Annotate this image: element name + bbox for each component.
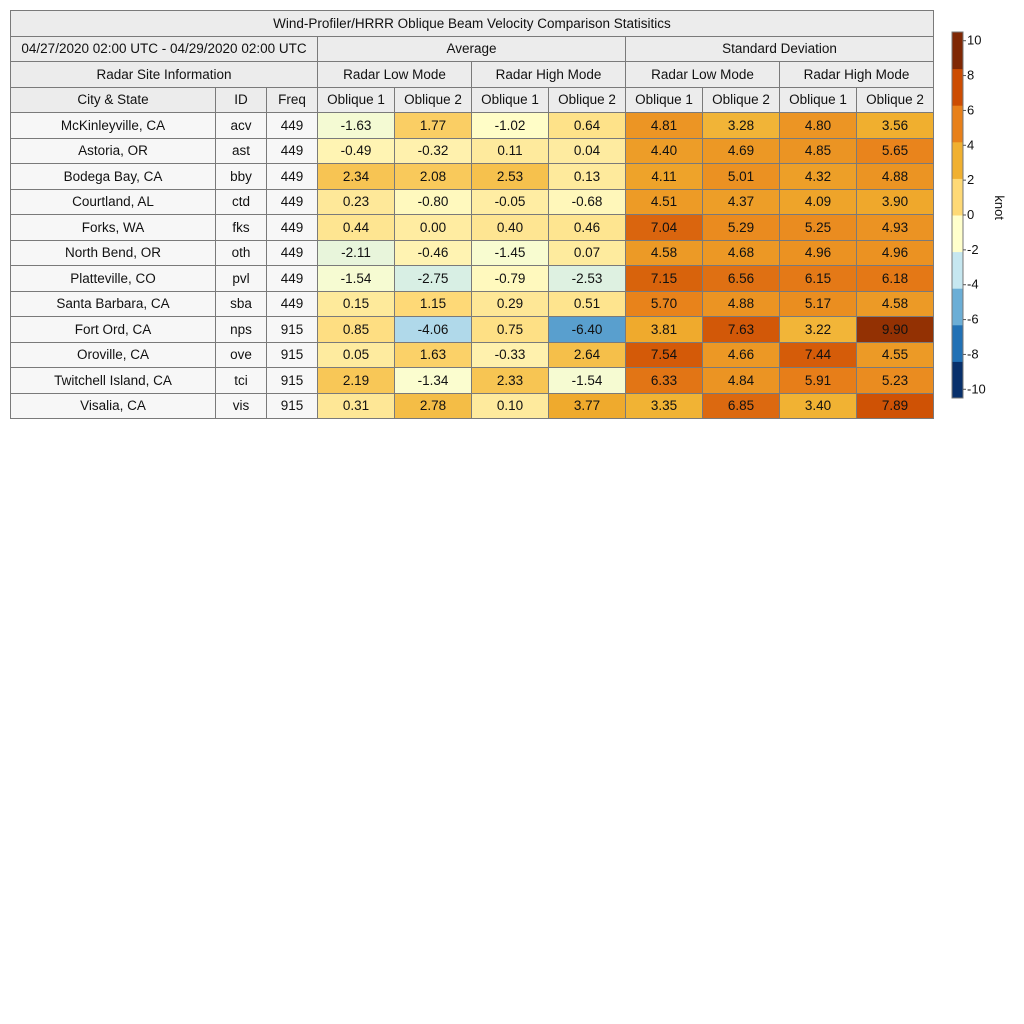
cell-average-value: -0.68	[549, 189, 626, 215]
table-row	[11, 317, 934, 343]
cell-std-dev-value: 4.96	[780, 240, 857, 266]
table-row	[11, 266, 934, 292]
cell-std-dev-value: 4.32	[780, 164, 857, 190]
cell-std-dev-value: 4.80	[780, 113, 857, 139]
cell-std-dev-value: 4.51	[626, 189, 703, 215]
cell-std-dev-value: 3.22	[780, 317, 857, 343]
cell-std-dev-value: 4.66	[703, 342, 780, 368]
cell-freq: 449	[267, 291, 318, 317]
cell-city: Twitchell Island, CA	[11, 368, 216, 394]
column-header-std-high-oblique-2: Oblique 2	[857, 87, 934, 113]
colorbar-bands	[952, 32, 963, 399]
colorbar-band	[952, 32, 963, 69]
table-row	[11, 189, 934, 215]
cell-average-value: 0.40	[472, 215, 549, 241]
cell-std-dev-value: 3.81	[626, 317, 703, 343]
cell-id: ast	[216, 138, 267, 164]
cell-std-dev-value: 4.85	[780, 138, 857, 164]
table-row	[11, 393, 934, 419]
cell-id: nps	[216, 317, 267, 343]
column-header-std-low-oblique-2: Oblique 2	[703, 87, 780, 113]
cell-id: vis	[216, 393, 267, 419]
cell-average-value: -1.54	[318, 266, 395, 292]
cell-std-dev-value: 4.93	[857, 215, 934, 241]
cell-average-value: 0.64	[549, 113, 626, 139]
cell-id: ove	[216, 342, 267, 368]
title-row	[11, 11, 934, 37]
cell-std-dev-value: 4.88	[857, 164, 934, 190]
cell-average-value: 2.19	[318, 368, 395, 394]
colorbar-tick-label: 0	[967, 207, 975, 222]
cell-std-dev-value: 3.35	[626, 393, 703, 419]
colorbar-band	[952, 105, 963, 142]
cell-std-dev-value: 6.85	[703, 393, 780, 419]
cell-average-value: 0.31	[318, 393, 395, 419]
average-group-header: Average	[318, 36, 626, 62]
cell-std-dev-value: 7.63	[703, 317, 780, 343]
colorbar-tick-label: -2	[967, 241, 979, 257]
colorbar-tick-label: 10	[967, 32, 982, 48]
colorbar-band	[952, 142, 963, 179]
cell-freq: 449	[267, 266, 318, 292]
cell-average-value: 0.04	[549, 138, 626, 164]
cell-freq: 449	[267, 240, 318, 266]
cell-std-dev-value: 6.18	[857, 266, 934, 292]
cell-std-dev-value: 5.65	[857, 138, 934, 164]
cell-id: oth	[216, 240, 267, 266]
cell-average-value: 0.07	[549, 240, 626, 266]
std-high-mode-header: Radar High Mode	[780, 62, 934, 88]
mode-header-row	[11, 62, 934, 88]
cell-city: McKinleyville, CA	[11, 113, 216, 139]
column-header-std-low-oblique-1: Oblique 1	[626, 87, 703, 113]
cell-average-value: 0.29	[472, 291, 549, 317]
cell-average-value: -1.34	[395, 368, 472, 394]
column-header-avg-high-oblique-1: Oblique 1	[472, 87, 549, 113]
cell-std-dev-value: 3.56	[857, 113, 934, 139]
cell-std-dev-value: 7.15	[626, 266, 703, 292]
cell-average-value: 2.53	[472, 164, 549, 190]
cell-std-dev-value: 4.37	[703, 189, 780, 215]
cell-average-value: 1.77	[395, 113, 472, 139]
cell-city: North Bend, OR	[11, 240, 216, 266]
table-row	[11, 240, 934, 266]
cell-std-dev-value: 4.58	[857, 291, 934, 317]
colorbar	[940, 20, 1010, 405]
cell-std-dev-value: 6.15	[780, 266, 857, 292]
cell-average-value: -4.06	[395, 317, 472, 343]
column-header-std-high-oblique-1: Oblique 1	[780, 87, 857, 113]
group-header-row	[11, 36, 934, 62]
column-header-freq: Freq	[267, 87, 318, 113]
cell-std-dev-value: 9.90	[857, 317, 934, 343]
cell-std-dev-value: 4.58	[626, 240, 703, 266]
cell-average-value: 0.46	[549, 215, 626, 241]
avg-low-mode-header: Radar Low Mode	[318, 62, 472, 88]
cell-city: Santa Barbara, CA	[11, 291, 216, 317]
cell-average-value: 0.13	[549, 164, 626, 190]
cell-std-dev-value: 5.23	[857, 368, 934, 394]
cell-std-dev-value: 4.96	[857, 240, 934, 266]
cell-std-dev-value: 4.09	[780, 189, 857, 215]
cell-id: sba	[216, 291, 267, 317]
avg-high-mode-header: Radar High Mode	[472, 62, 626, 88]
colorbar-tick-label: 2	[967, 172, 975, 188]
colorbar-band	[952, 215, 963, 252]
cell-average-value: 2.78	[395, 393, 472, 419]
cell-average-value: 0.15	[318, 291, 395, 317]
cell-average-value: 3.77	[549, 393, 626, 419]
cell-std-dev-value: 3.28	[703, 113, 780, 139]
cell-std-dev-value: 3.40	[780, 393, 857, 419]
colorbar-band	[952, 288, 963, 325]
table-body	[11, 11, 934, 419]
cell-freq: 449	[267, 138, 318, 164]
cell-average-value: -0.32	[395, 138, 472, 164]
cell-average-value: -6.40	[549, 317, 626, 343]
colorbar-band	[952, 178, 963, 215]
colorbar-tick-label: 4	[967, 137, 975, 153]
table-row	[11, 368, 934, 394]
cell-id: bby	[216, 164, 267, 190]
cell-std-dev-value: 6.56	[703, 266, 780, 292]
cell-id: acv	[216, 113, 267, 139]
site-info-header: Radar Site Information	[11, 62, 318, 88]
cell-std-dev-value: 4.84	[703, 368, 780, 394]
cell-freq: 915	[267, 393, 318, 419]
cell-std-dev-value: 5.17	[780, 291, 857, 317]
table-title: Wind-Profiler/HRRR Oblique Beam Velocity Comparison Statisitics	[11, 11, 934, 37]
cell-average-value: 1.63	[395, 342, 472, 368]
colorbar-band	[952, 252, 963, 289]
colorbar-tick-label: -10	[967, 381, 986, 397]
cell-city: Astoria, OR	[11, 138, 216, 164]
table-row	[11, 291, 934, 317]
period-label: 04/27/2020 02:00 UTC - 04/29/2020 02:00 UTC	[11, 36, 318, 62]
cell-std-dev-value: 4.55	[857, 342, 934, 368]
cell-average-value: 0.85	[318, 317, 395, 343]
cell-city: Visalia, CA	[11, 393, 216, 419]
column-header-city: City & State	[11, 87, 216, 113]
cell-average-value: -0.05	[472, 189, 549, 215]
colorbar-band	[952, 69, 963, 106]
cell-std-dev-value: 5.01	[703, 164, 780, 190]
cell-freq: 449	[267, 113, 318, 139]
table-row	[11, 342, 934, 368]
cell-city: Bodega Bay, CA	[11, 164, 216, 190]
column-header-avg-low-oblique-1: Oblique 1	[318, 87, 395, 113]
cell-std-dev-value: 3.90	[857, 189, 934, 215]
colorbar-tick-label: 6	[967, 102, 975, 118]
colorbar-tick-label: -6	[967, 311, 979, 327]
cell-average-value: -0.79	[472, 266, 549, 292]
cell-average-value: -2.75	[395, 266, 472, 292]
table-row	[11, 113, 934, 139]
cell-freq: 915	[267, 317, 318, 343]
cell-std-dev-value: 5.29	[703, 215, 780, 241]
cell-average-value: -1.45	[472, 240, 549, 266]
colorbar-band	[952, 325, 963, 362]
cell-average-value: -0.80	[395, 189, 472, 215]
cell-city: Forks, WA	[11, 215, 216, 241]
cell-std-dev-value: 4.11	[626, 164, 703, 190]
cell-std-dev-value: 5.25	[780, 215, 857, 241]
cell-std-dev-value: 5.70	[626, 291, 703, 317]
cell-id: pvl	[216, 266, 267, 292]
cell-freq: 449	[267, 215, 318, 241]
cell-average-value: -0.46	[395, 240, 472, 266]
cell-average-value: -0.49	[318, 138, 395, 164]
cell-std-dev-value: 4.40	[626, 138, 703, 164]
cell-std-dev-value: 6.33	[626, 368, 703, 394]
table-row	[11, 138, 934, 164]
cell-id: tci	[216, 368, 267, 394]
cell-std-dev-value: 4.81	[626, 113, 703, 139]
cell-average-value: 0.44	[318, 215, 395, 241]
column-header-avg-high-oblique-2: Oblique 2	[549, 87, 626, 113]
cell-average-value: -0.33	[472, 342, 549, 368]
cell-std-dev-value: 4.68	[703, 240, 780, 266]
cell-std-dev-value: 4.69	[703, 138, 780, 164]
cell-id: fks	[216, 215, 267, 241]
cell-city: Courtland, AL	[11, 189, 216, 215]
cell-average-value: 2.34	[318, 164, 395, 190]
cell-average-value: 0.23	[318, 189, 395, 215]
cell-average-value: -1.02	[472, 113, 549, 139]
cell-average-value: 2.08	[395, 164, 472, 190]
colorbar-tick-label: 8	[967, 67, 975, 83]
cell-std-dev-value: 5.91	[780, 368, 857, 394]
cell-city: Platteville, CO	[11, 266, 216, 292]
cell-average-value: -2.53	[549, 266, 626, 292]
column-header-avg-low-oblique-2: Oblique 2	[395, 87, 472, 113]
table-row	[11, 164, 934, 190]
cell-std-dev-value: 7.89	[857, 393, 934, 419]
cell-std-dev-value: 4.88	[703, 291, 780, 317]
cell-average-value: 0.10	[472, 393, 549, 419]
cell-freq: 449	[267, 189, 318, 215]
colorbar-label: knot	[992, 195, 1007, 220]
cell-average-value: 2.64	[549, 342, 626, 368]
cell-freq: 449	[267, 164, 318, 190]
column-header-id: ID	[216, 87, 267, 113]
cell-std-dev-value: 7.04	[626, 215, 703, 241]
cell-id: ctd	[216, 189, 267, 215]
colorbar-tick-label: -8	[967, 346, 979, 362]
cell-city: Fort Ord, CA	[11, 317, 216, 343]
cell-average-value: 0.75	[472, 317, 549, 343]
cell-std-dev-value: 7.44	[780, 342, 857, 368]
cell-average-value: -2.11	[318, 240, 395, 266]
cell-average-value: -1.63	[318, 113, 395, 139]
colorbar-tick-label: -4	[967, 276, 979, 292]
cell-average-value: 0.05	[318, 342, 395, 368]
std-low-mode-header: Radar Low Mode	[626, 62, 780, 88]
statistics-table	[10, 10, 934, 419]
column-header-row	[11, 87, 934, 113]
cell-std-dev-value: 7.54	[626, 342, 703, 368]
cell-city: Oroville, CA	[11, 342, 216, 368]
cell-average-value: 1.15	[395, 291, 472, 317]
cell-freq: 915	[267, 342, 318, 368]
table-row	[11, 215, 934, 241]
cell-average-value: -1.54	[549, 368, 626, 394]
cell-average-value: 2.33	[472, 368, 549, 394]
cell-average-value: 0.00	[395, 215, 472, 241]
cell-freq: 915	[267, 368, 318, 394]
colorbar-ticks	[963, 33, 986, 397]
cell-average-value: 0.11	[472, 138, 549, 164]
colorbar-band	[952, 361, 963, 398]
std-dev-group-header: Standard Deviation	[626, 36, 934, 62]
cell-average-value: 0.51	[549, 291, 626, 317]
